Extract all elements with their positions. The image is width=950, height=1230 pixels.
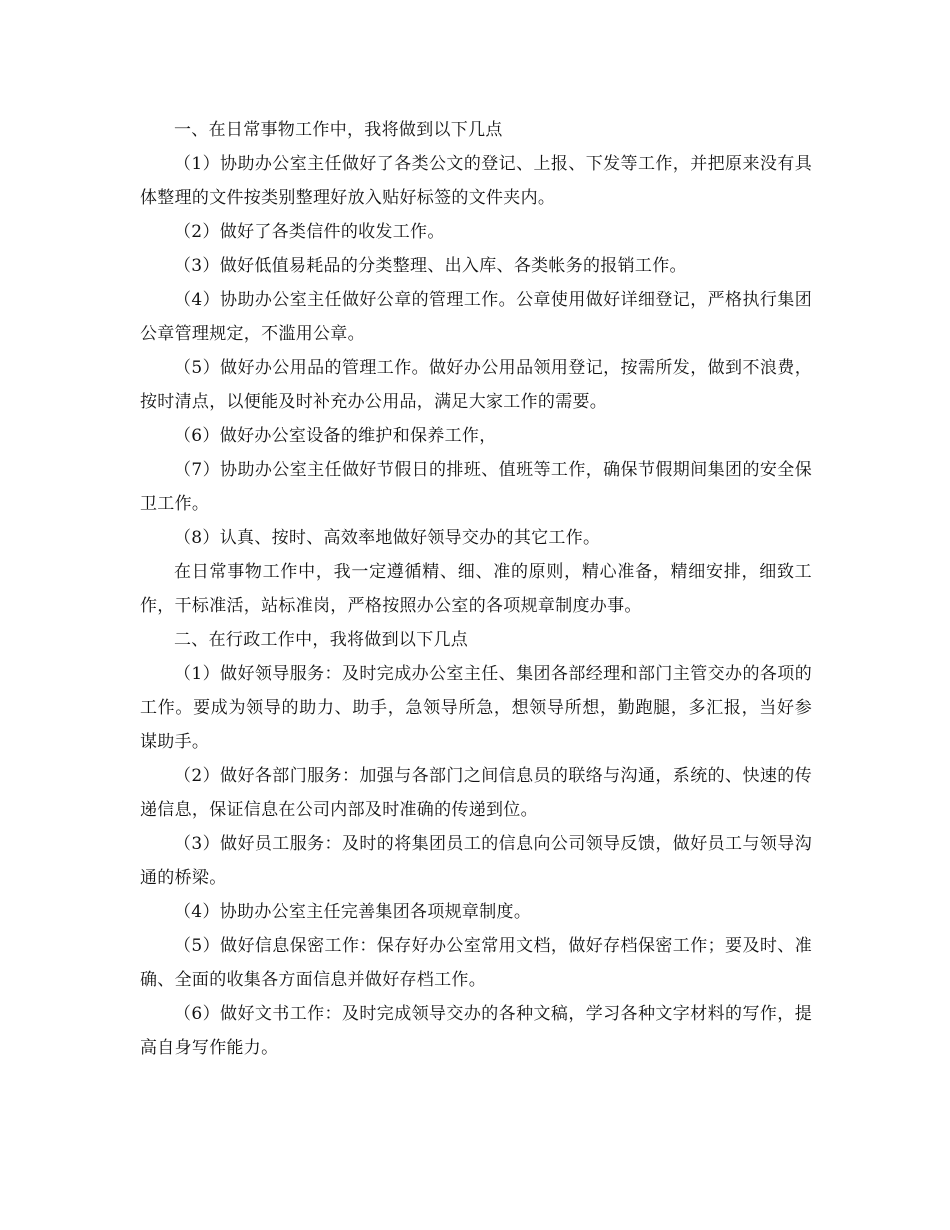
list-item: （5）做好信息保密工作：保存好办公室常用文档，做好存档保密工作；要及时、准确、全面的收集各方面信息并做好存档工作。 bbox=[140, 936, 812, 990]
list-item: （1）做好领导服务：及时完成办公室主任、集团各部经理和部门主管交办的各项的工作。要成为领导的助力、助手，急领导所急，想领导所想，勤跑腿，多汇报，当好参谋助手。 bbox=[140, 664, 812, 752]
list-item: （3）做好员工服务：及时的将集团员工的信息向公司领导反馈，做好员工与领导沟通的桥梁。 bbox=[140, 834, 812, 888]
list-item: （6）做好文书工作：及时完成领导交办的各种文稿，学习各种文字材料的写作，提高自身写作能力。 bbox=[140, 1004, 812, 1058]
list-item: （3）做好低值易耗品的分类整理、出入库、各类帐务的报销工作。 bbox=[174, 256, 687, 276]
list-item: （6）做好办公室设备的维护和保养工作， bbox=[174, 426, 497, 446]
section-heading: 二、在行政工作中，我将做到以下几点 bbox=[174, 630, 469, 650]
list-item: （4）协助办公室主任做好公章的管理工作。公章使用做好详细登记，严格执行集团公章管理规定，不滥用公章。 bbox=[140, 290, 812, 344]
list-item: （2）做好了各类信件的收发工作。 bbox=[174, 222, 445, 242]
list-item: （7）协助办公室主任做好节假日的排班、值班等工作，确保节假期间集团的安全保卫工作。 bbox=[140, 460, 812, 514]
document-body bbox=[140, 113, 812, 1065]
list-item: （5）做好办公用品的管理工作。做好办公用品领用登记，按需所发，做到不浪费，按时清点，以便能及时补充办公用品，满足大家工作的需要。 bbox=[140, 358, 812, 412]
section-heading: 一、在日常事物工作中，我将做到以下几点 bbox=[174, 120, 503, 140]
list-item: （8）认真、按时、高效率地做好领导交办的其它工作。 bbox=[174, 528, 601, 548]
list-item: （1）协助办公室主任做好了各类公文的登记、上报、下发等工作，并把原来没有具体整理的文件按类别整理好放入贴好标签的文件夹内。 bbox=[140, 154, 812, 208]
list-item: （2）做好各部门服务：加强与各部门之间信息员的联络与沟通，系统的、快速的传递信息，保证信息在公司内部及时准确的传递到位。 bbox=[140, 766, 812, 820]
summary-paragraph: 在日常事物工作中，我一定遵循精、细、准的原则，精心准备，精细安排，细致工作，干标准活，站标准岗，严格按照办公室的各项规章制度办事。 bbox=[140, 562, 812, 616]
list-item: （4）协助办公室主任完善集团各项规章制度。 bbox=[174, 902, 532, 922]
